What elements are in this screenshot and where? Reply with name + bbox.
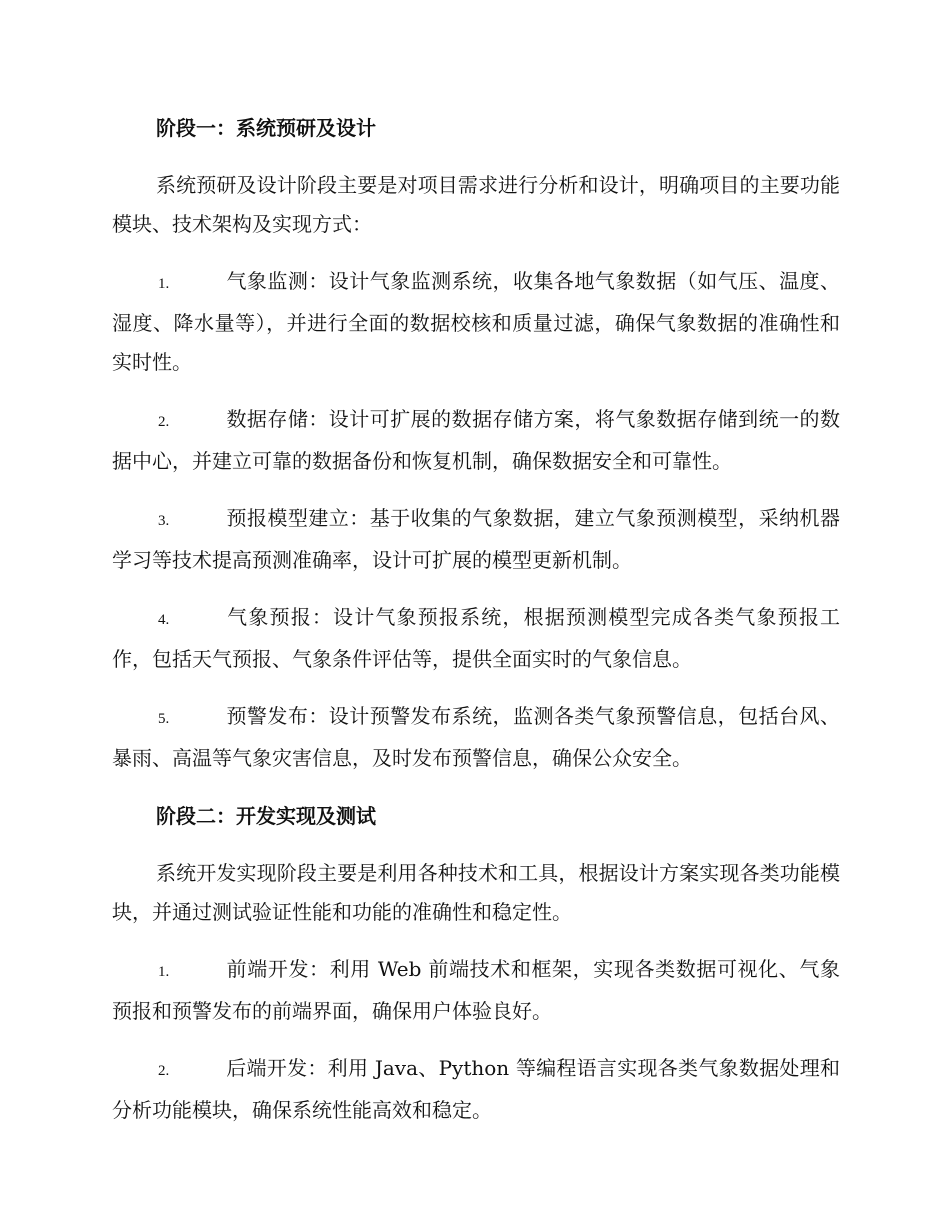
list-item-text: 预报模型建立：基于收集的气象数据，建立气象预测模型，采纳机器学习等技术提高预测准确率，设计可扩展的模型更新机制。 [112, 506, 840, 572]
list-item-number: 4. [158, 612, 170, 628]
list-item [112, 499, 840, 580]
list-item [112, 598, 840, 679]
list-item-text: 数据存储：设计可扩展的数据存储方案，将气象数据存储到统一的数据中心，并建立可靠的数据备份和恢复机制，确保数据安全和可靠性。 [112, 407, 840, 473]
list-item-number: 1. [158, 964, 170, 980]
list-item-text: 预警发布：设计预警发布系统，监测各类气象预警信息，包括台风、暴雨、高温等气象灾害信息，及时发布预警信息，确保公众安全。 [112, 704, 840, 770]
section-intro-1: 系统预研及设计阶段主要是对项目需求进行分析和设计，明确项目的主要功能模块、技术架构及实现方式： [112, 173, 840, 236]
list-item-number: 3. [158, 513, 170, 529]
list-item-number: 1. [158, 276, 170, 292]
list-item-text: 前端开发：利用 Web 前端技术和框架，实现各类数据可视化、气象预报和预警发布的前端界面，确保用户体验良好。 [112, 957, 840, 1023]
list-item-number: 2. [158, 1063, 170, 1079]
list-item-number: 2. [158, 414, 170, 430]
list-item [112, 262, 840, 382]
section-heading-1: 阶段一：系统预研及设计 [156, 116, 376, 140]
list-item-number: 5. [158, 711, 170, 727]
list-item [112, 1049, 840, 1130]
list-item-text: 后端开发：利用 Java、Python 等编程语言实现各类气象数据处理和分析功能模块，确保系统性能高效和稳定。 [112, 1056, 840, 1122]
section-heading-2: 阶段二：开发实现及测试 [156, 804, 376, 828]
document-body [112, 108, 840, 1148]
list-item-text: 气象监测：设计气象监测系统，收集各地气象数据（如气压、温度、湿度、降水量等），并进行全面的数据校核和质量过滤，确保气象数据的准确性和实时性。 [112, 269, 840, 374]
section-intro-2: 系统开发实现阶段主要是利用各种技术和工具，根据设计方案实现各类功能模块，并通过测试验证性能和功能的准确性和稳定性。 [112, 861, 840, 924]
list-item [112, 697, 840, 778]
list-item [112, 950, 840, 1031]
list-item [112, 400, 840, 481]
list-item-text: 气象预报：设计气象预报系统，根据预测模型完成各类气象预报工作，包括天气预报、气象条件评估等，提供全面实时的气象信息。 [112, 605, 840, 671]
